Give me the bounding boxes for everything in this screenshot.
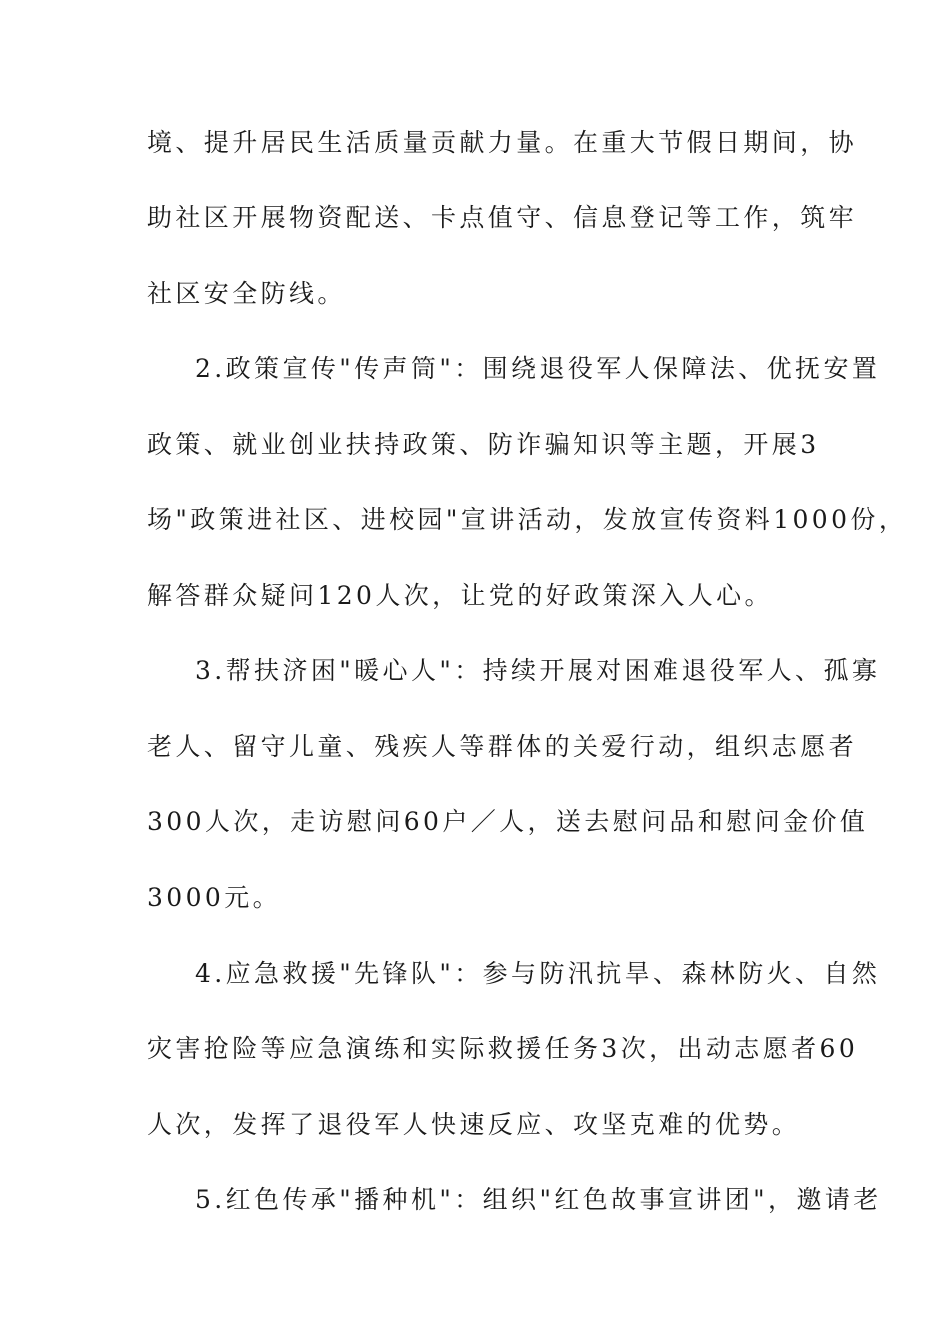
body-text-line: 300人次，走访慰问60户／人，送去慰问品和慰问金价值 (147, 807, 869, 836)
paragraph-4-start: 4.应急救援"先锋队"：参与防汛抗旱、森林防火、自然 (195, 959, 881, 988)
paragraph-5-start: 5.红色传承"播种机"：组织"红色故事宣讲团"，邀请老 (195, 1185, 882, 1214)
body-text-line: 3000元。 (147, 883, 282, 912)
body-text-line: 人次，发挥了退役军人快速反应、攻坚克难的优势。 (147, 1110, 801, 1139)
body-text-line: 场"政策进社区、进校园"宣讲活动，发放宣传资料1000份， (147, 505, 908, 534)
paragraph-3-start: 3.帮扶济困"暖心人"：持续开展对困难退役军人、孤寡 (195, 656, 881, 685)
body-text-line: 老人、留守儿童、残疾人等群体的关爱行动，组织志愿者 (147, 732, 858, 761)
body-text-line: 灾害抢险等应急演练和实际救援任务3次，出动志愿者60 (147, 1034, 859, 1063)
paragraph-2-start: 2.政策宣传"传声筒"：围绕退役军人保障法、优抚安置 (195, 354, 881, 383)
body-text-line: 解答群众疑问120人次，让党的好政策深入人心。 (147, 581, 773, 610)
body-text-line: 境、提升居民生活质量贡献力量。在重大节假日期间，协 (147, 128, 858, 157)
body-text-line: 政策、就业创业扶持政策、防诈骗知识等主题，开展3 (147, 430, 820, 459)
body-text-line: 助社区开展物资配送、卡点值守、信息登记等工作，筑牢 (147, 203, 858, 232)
body-text-line: 社区安全防线。 (147, 279, 346, 308)
